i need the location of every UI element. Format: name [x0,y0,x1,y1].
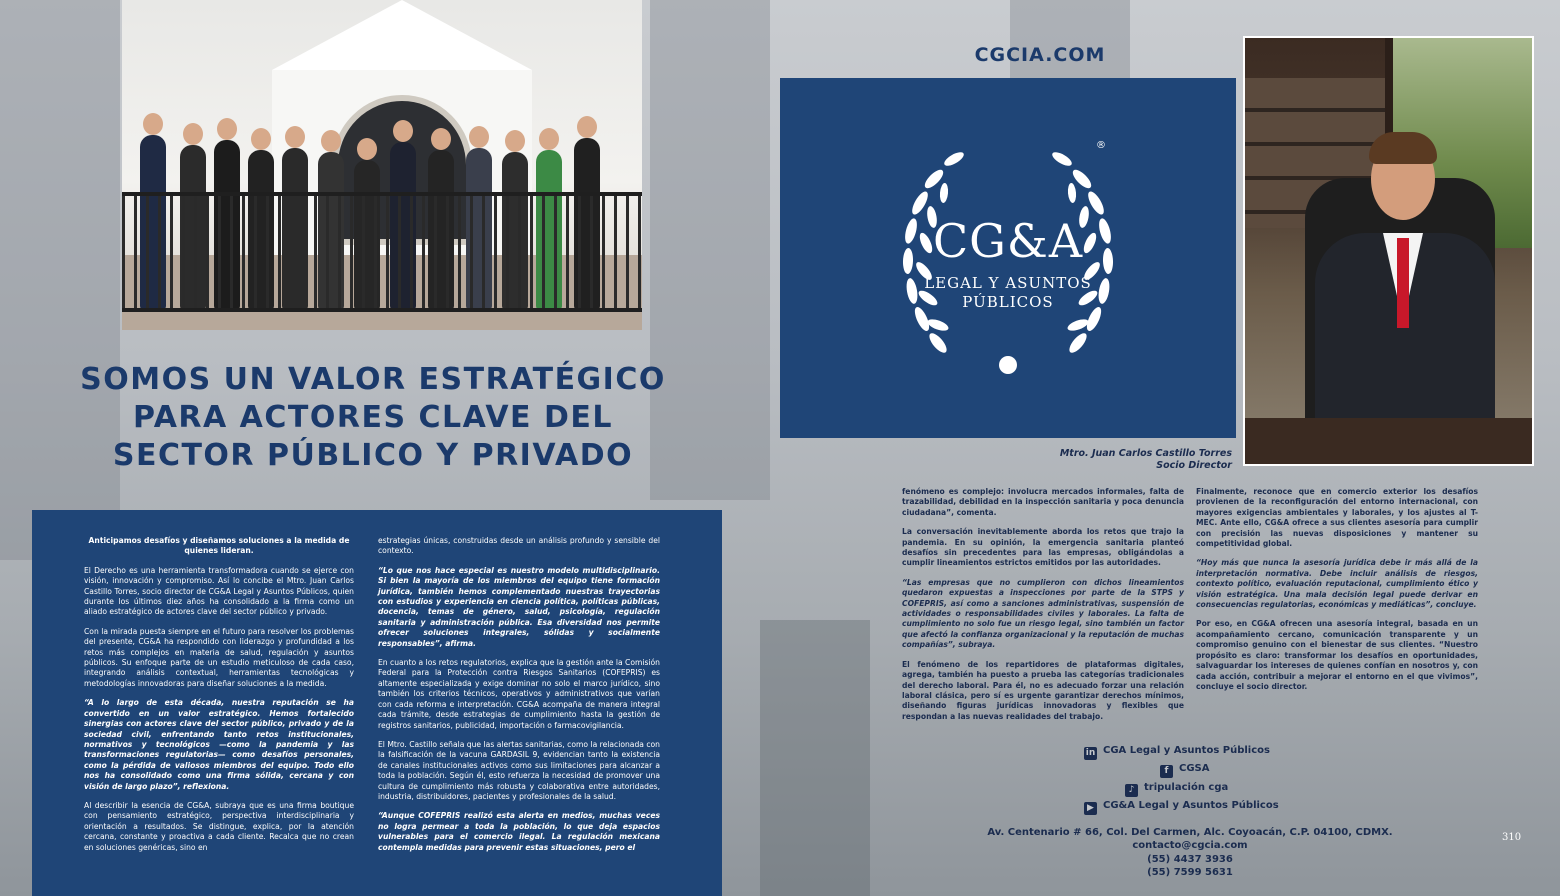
article-quote: “Las empresas que no cumplieron con dichos lineamientos quedaron expuestas a inspecciones por parte de la STPS y COFEPRIS, así como a sanciones administrativas, suspensión de actividades o responsabilidades civiles y laborales. La falta de cumplimiento no solo fue un riesgo legal, sino también un factor que afectó la confianza organizacional y la reputación de muchas compañías”, subraya. [902,577,1184,650]
article-paragraph: Finalmente, reconoce que en comercio exterior los desafíos provienen de la reconfiguración del entorno internacional, con mayores exigencias ambientales y laborales, y los ajustes al T-MEC. Ante ello, CG&A ofrece a sus clientes asesoría para cumplir con precisión las nuevas disposiciones y mantener su competitividad global. [1196,487,1478,549]
photo-caption-name: Mtro. Juan Carlos Castillo Torres [1059,448,1232,459]
contact-email[interactable]: contacto@cgcia.com [1132,840,1248,851]
facebook-icon: f [1160,765,1173,778]
background-building [1010,0,1130,80]
linkedin-icon: in [1085,748,1096,758]
article-quote: “Hoy más que nunca la asesoría jurídica debe ir más allá de la interpretación normativa. Debe incluir análisis de riesgos, contexto político, evaluación reputacional, cumplimiento ético y visión estratégica. Una mala decisión legal puede derivar en consecuencias regulatorias, económicas y mediáticas”, concluye. [1196,558,1478,610]
tiktok-icon: ♪ [1125,784,1138,797]
balcony-railing [122,192,642,312]
logo-wordmark: CG&A [932,214,1084,268]
contact-phone[interactable]: (55) 4437 3936 [1147,854,1233,865]
background-avenue [760,620,870,896]
headline-line2: PARA ACTORES CLAVE DEL [132,400,614,435]
article-paragraph: Por eso, en CG&A ofrecen una asesoría integral, basada en un acompañamiento cercano, comunicación transparente y un compromiso genuino con el bienestar de sus clientes. “Nuestro propósito es claro: transformar los desafíos en oportunidades, salvaguardar los intereses de quienes confían en nosotros y, con cada acción, contribuir a mejorar el entorno en el que vivimos”, concluye el socio director. [1196,619,1478,691]
social-link-tiktok[interactable] [1125,782,1228,797]
article-quote: “A lo largo de esta década, nuestra reputación se ha convertido en un valor estratégico. Hemos fortalecido sinergias con actores clave del sector público, privado y de la sociedad civil, enfrentando tanto retos institucionales, normativos y tecnológicos —como la pandemia y las transformaciones regulatorias— como desafíos personales, como la pérdida de valiosos miembros del equipo. Todo ello nos ha consolidado como una firma sólida, cercana y con visión de largo plazo”, reflexiona. [84,698,354,791]
photo-caption-role: Socio Director [1156,460,1232,471]
logo-subtitle-line1: LEGAL Y ASUNTOS [924,274,1092,292]
article-quote: “Aunque COFEPRIS realizó esta alerta en medios, muchas veces no logra permear a toda la población, lo que deja espacios vulnerables para el comercio ilegal. La regulación mexicana contempla medidas para prevenir estas situaciones, pero el [378,811,660,852]
article-column-1 [84,536,354,862]
registered-mark: ® [1096,140,1106,151]
article-paragraph: El Mtro. Castillo señala que las alertas sanitarias, como la relacionada con la falsificación de la vacuna GARDASIL 9, evidencian tanto la existencia de canales institucionales activos como sus limitaciones para alcanzar a toda la población. Según él, esto refuerza la necesidad de promover una cultura de cumplimiento más robusta y colaborativa entre autoridades, industria, distribuidores, pacientes y profesionales de la salud. [378,739,660,801]
social-link-facebook[interactable] [1160,763,1210,778]
article-paragraph: estrategias únicas, construidas desde un análisis profundo y sensible del contexto. [378,536,660,556]
social-label: CGA Legal y Asuntos Públicos [1103,745,1270,756]
article-paragraph: El Derecho es una herramienta transformadora cuando se ejerce con visión, innovación y compromiso. Así lo concibe el Mtro. Juan Carlos Castillo Torres, socio director de CG&A Legal y Asuntos Públicos, quien durante los últimos diez años ha consolidado a la firma como un aliado estratégico de actores clave del sector público y privado. [84,565,354,617]
social-link-youtube[interactable] [1084,800,1279,815]
hair [1369,132,1437,164]
building-gable [272,0,532,70]
article-quote: “Lo que nos hace especial es nuestro modelo multidisciplinario. Si bien la mayoría de los miembros del equipo tiene formación jurídica, también hemos complementado nuestras trayectorias con estudios y experiencia en ciencia política, políticas públicas, docencia, temas de género, salud, psicología, regulación sanitaria y administración pública. Esa diversidad nos permite ofrecer soluciones integrales, sólidas y socialmente responsables”, afirma. [378,565,660,648]
red-tie [1397,238,1409,328]
social-label: tripulación cga [1144,782,1229,793]
background-building [0,0,120,560]
article-paragraph: fenómeno es complejo: involucra mercados informales, falta de trazabilidad, debilidad en la inspección sanitaria y poca denuncia ciudadana”, comenta. [902,487,1184,517]
contact-phone[interactable]: (55) 7599 5631 [1147,867,1233,878]
page-number: 310 [1502,832,1522,843]
director-photo [1243,36,1534,466]
article-column-3 [902,487,1184,731]
article-paragraph: Al describir la esencia de CG&A, subraya que es una firma boutique con pensamiento estratégico, perspectiva interdisciplinaria y orientación a resultados. Se distingue, explica, por la atención cercana, constante y proactiva a cada cliente. Recalca que no crean en soluciones genéricas, sino en [84,800,354,852]
article-paragraph: La conversación inevitablemente aborda los retos que trajo la pandemia. En su opinión, la emergencia sanitaria planteó desafíos sin precedentes para las empresas, obligándolas a cumplir lineamientos estrictos emitidos por las autoridades. [902,527,1184,568]
article-column-2 [378,536,660,862]
headline-line1: SOMOS UN VALOR ESTRATÉGICO [80,362,666,397]
article-column-4 [1196,487,1478,701]
social-link-linkedin[interactable] [1084,745,1270,760]
team-photo [122,0,642,330]
article-paragraph: Con la mirada puesta siempre en el futuro para resolver los problemas del presente, CG&A ha respondido con liderazgo y profundidad a los retos más complejos en materia de salud, regulación y asuntos públicos. Su enfoque parte de un estudio meticuloso de cada caso, integrando análisis contextual, herramientas tecnológicas y metodologías innovadoras para diseñar soluciones a la medida. [84,626,354,688]
logo-subtitle-line2: PÚBLICOS [962,293,1054,311]
social-label: CG&A Legal y Asuntos Públicos [1103,800,1279,811]
social-label: CGSA [1179,763,1210,774]
article-paragraph: El fenómeno de los repartidores de plataformas digitales, agrega, también ha puesto a prueba las categorías tradicionales del derecho laboral. Para él, no es adecuado forzar una relación laboral clásica, pero sí es urgente garantizar derechos mínimos, diseñando figuras jurídicas innovadoras y flexibles que respondan a las nuevas realidades del trabajo. [902,659,1184,721]
site-url: CGCIA.COM [974,44,1106,66]
article-lead: Anticipamos desafíos y diseñamos soluciones a la medida de quienes lideran. [88,536,350,556]
contact-address: Av. Centenario # 66, Col. Del Carmen, Alc. Coyoacán, C.P. 04100, CDMX. [987,827,1393,838]
youtube-icon: ▶ [1084,802,1097,815]
headline-line3: SECTOR PÚBLICO Y PRIVADO [112,438,634,473]
desk [1245,418,1534,466]
article-paragraph: En cuanto a los retos regulatorios, explica que la gestión ante la Comisión Federal para la Protección contra Riesgos Sanitarios (COFEPRIS) es altamente especializada y exige dominar no solo el marco jurídico, sino también los criterios técnicos, operativos y administrativos que varían con cada reforma e interpretación. CG&A acompaña de manera integral cada trámite, desde estrategias de cumplimiento hasta la gestión de registros sanitarios, publicidad, importación o farmacovigilancia. [378,658,660,730]
